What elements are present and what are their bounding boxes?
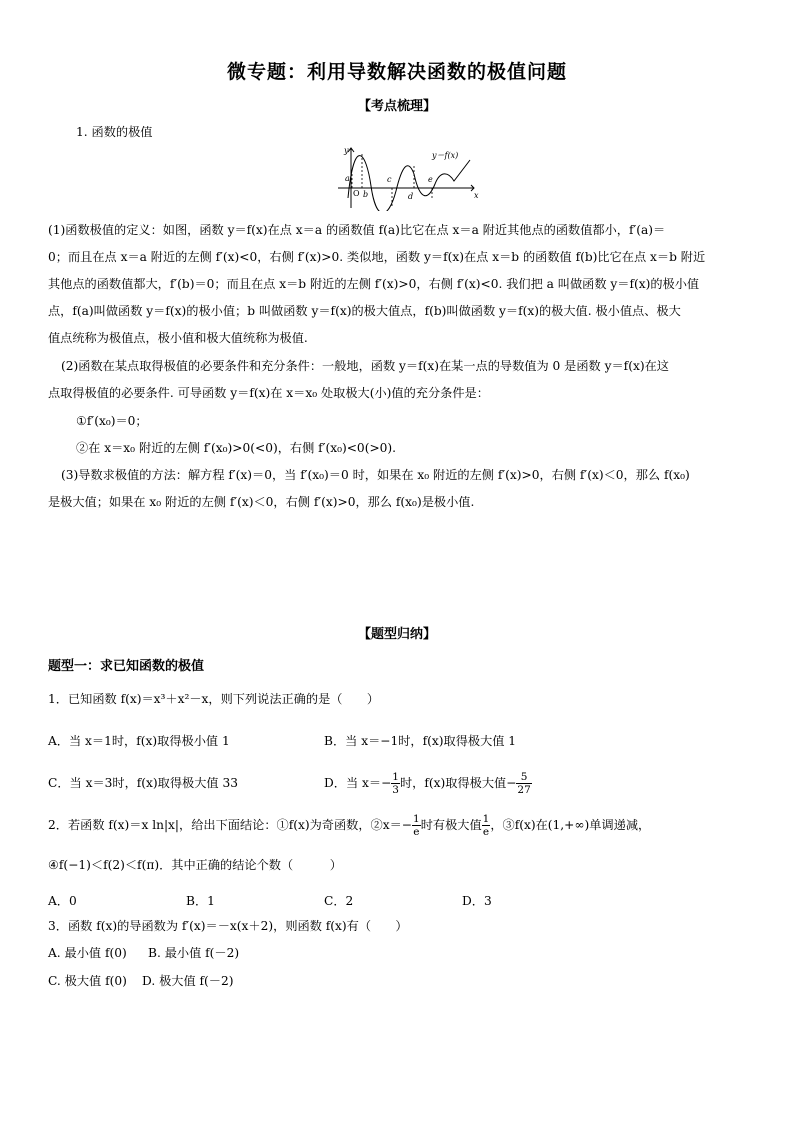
q1-stem: 1．已知函数 f(x)＝x³＋x²－x，则下列说法正确的是（ ）: [48, 692, 380, 706]
graph-label-a: a: [345, 174, 350, 183]
q3-option-c: C. 极大值 f(0): [48, 974, 127, 988]
q1-option-c: C．当 x＝3时，f(x)取得极大值 33: [48, 776, 238, 790]
para2-condition1: ①f′(x₀)＝0；: [76, 414, 148, 428]
q2-stem-line1: [48, 806, 650, 844]
para1-line1: (1)函数极值的定义：如图，函数 y＝f(x)在点 x＝a 的函数值 f(a)比它在点 x＝a 附近其他点的函数值都小，f′(a)＝: [48, 223, 666, 237]
graph-label-c: c: [387, 175, 392, 184]
para2-condition2: ②在 x＝x₀ 附近的左侧 f′(x₀)>0(<0)，右侧 f′(x₀)<0(>0).: [76, 441, 397, 455]
para3-line2: 是极大值；如果在 x₀ 附近的左侧 f′(x)＜0，右侧 f′(x)>0，那么 f(x₀)是极小值.: [48, 495, 475, 509]
q1-d-fraction2: [516, 771, 531, 796]
para1-line4: 点，f(a)叫做函数 y＝f(x)的极小值；b 叫做函数 y＝f(x)的极大值点，f(b)叫做函数 y＝f(x)的极大值. 极小值点、极大: [48, 304, 681, 318]
q2-option-b: B．1: [186, 894, 215, 908]
page-title: 微专题：利用导数解决函数的极值问题: [226, 61, 567, 83]
q2-option-c: C．2: [324, 894, 354, 908]
q1-d-frac1-den: 3: [392, 784, 399, 796]
q1-d-prefix: D．当 x＝−: [324, 776, 392, 790]
para2-line2: 点取得极值的必要条件. 可导函数 y＝f(x)在 x＝x₀ 处取极大(小)值的充分条件是：: [48, 386, 489, 400]
q1-d-middle: 时，f(x)取得极大值−: [399, 776, 517, 790]
q2-frac1-den: e: [413, 826, 420, 838]
q2-suffix: ，③f(x)在(1,+∞)单调递减，: [490, 818, 651, 832]
graph-y-label: y: [344, 146, 349, 155]
q1-d-frac1-num: 1: [392, 771, 399, 783]
q3-option-d: D. 极大值 f(－2): [142, 974, 234, 988]
q2-frac2-den: e: [482, 826, 490, 838]
para1-line3: 其他点的函数值都大，f′(b)＝0；而且在点 x＝b 附近的左侧 f′(x)>0，右侧 f′(x)<0. 我们把 a 叫做函数 y＝f(x)的极小值: [48, 277, 700, 291]
q2-option-a: A．0: [48, 894, 77, 908]
q3-option-a: A. 最小值 f(0): [48, 946, 127, 960]
q2-frac2-num: 1: [482, 813, 490, 825]
section-heading-key-points: 【考点梳理】: [357, 99, 436, 114]
q2-middle: 时有极大值: [420, 818, 482, 832]
graph-curve-label: y＝f(x): [432, 151, 459, 160]
q2-frac1-num: 1: [413, 813, 420, 825]
para1-line2: 0；而且在点 x＝a 附近的左侧 f′(x)<0，右侧 f′(x)>0. 类似地，函数 y＝f(x)在点 x＝b 的函数值 f(b)比它在点 x＝b 附近: [48, 250, 706, 264]
q1-option-b: B．当 x＝−1时，f(x)取得极大值 1: [324, 734, 517, 748]
type1-heading: 题型一：求已知函数的极值: [48, 659, 205, 674]
graph-label-e: e: [428, 175, 433, 184]
para1-line5: 值点统称为极值点，极小值和极大值统称为极值.: [48, 331, 308, 345]
graph-origin-label: O: [353, 189, 360, 198]
graph-label-d: d: [408, 192, 414, 201]
q2-prefix: 2．若函数 f(x)＝x ln|x|，给出下面结论：①f(x)为奇函数，②x＝−: [48, 818, 413, 832]
section-heading-question-types: 【题型归纳】: [357, 627, 436, 642]
q1-d-frac2-den: 27: [517, 784, 531, 796]
q3-stem: 3．函数 f(x)的导函数为 f′(x)＝－x(x＋2)，则函数 f(x)有（ ）: [48, 919, 408, 933]
q1-option-a: A．当 x＝1时，f(x)取得极小值 1: [48, 734, 230, 748]
item1-title: 1. 函数的极值: [76, 125, 153, 139]
q1-d-fraction1: [391, 771, 400, 796]
extremum-graph: [336, 146, 481, 211]
para3-line1: (3)导数求极值的方法：解方程 f′(x)＝0，当 f′(x₀)＝0 时，如果在 x₀ 附近的左侧 f′(x)>0，右侧 f′(x)＜0，那么 f(x₀): [61, 468, 690, 482]
q2-option-d: D．3: [462, 894, 492, 908]
q2-stem-line2: ④f(−1)＜f(2)＜f(π)．其中正确的结论个数（ ）: [48, 858, 342, 872]
q1-option-d: [324, 764, 532, 802]
para2-line1: (2)函数在某点取得极值的必要条件和充分条件：一般地，函数 y＝f(x)在某一点的导数值为 0 是函数 y＝f(x)在这: [61, 359, 669, 373]
q1-d-frac2-num: 5: [516, 771, 531, 784]
graph-label-b: b: [363, 190, 369, 199]
graph-x-label: x: [474, 191, 479, 200]
q2-fraction1: [412, 813, 421, 838]
function-curve: [348, 156, 470, 211]
q3-option-b: B. 最小值 f(－2): [148, 946, 240, 960]
